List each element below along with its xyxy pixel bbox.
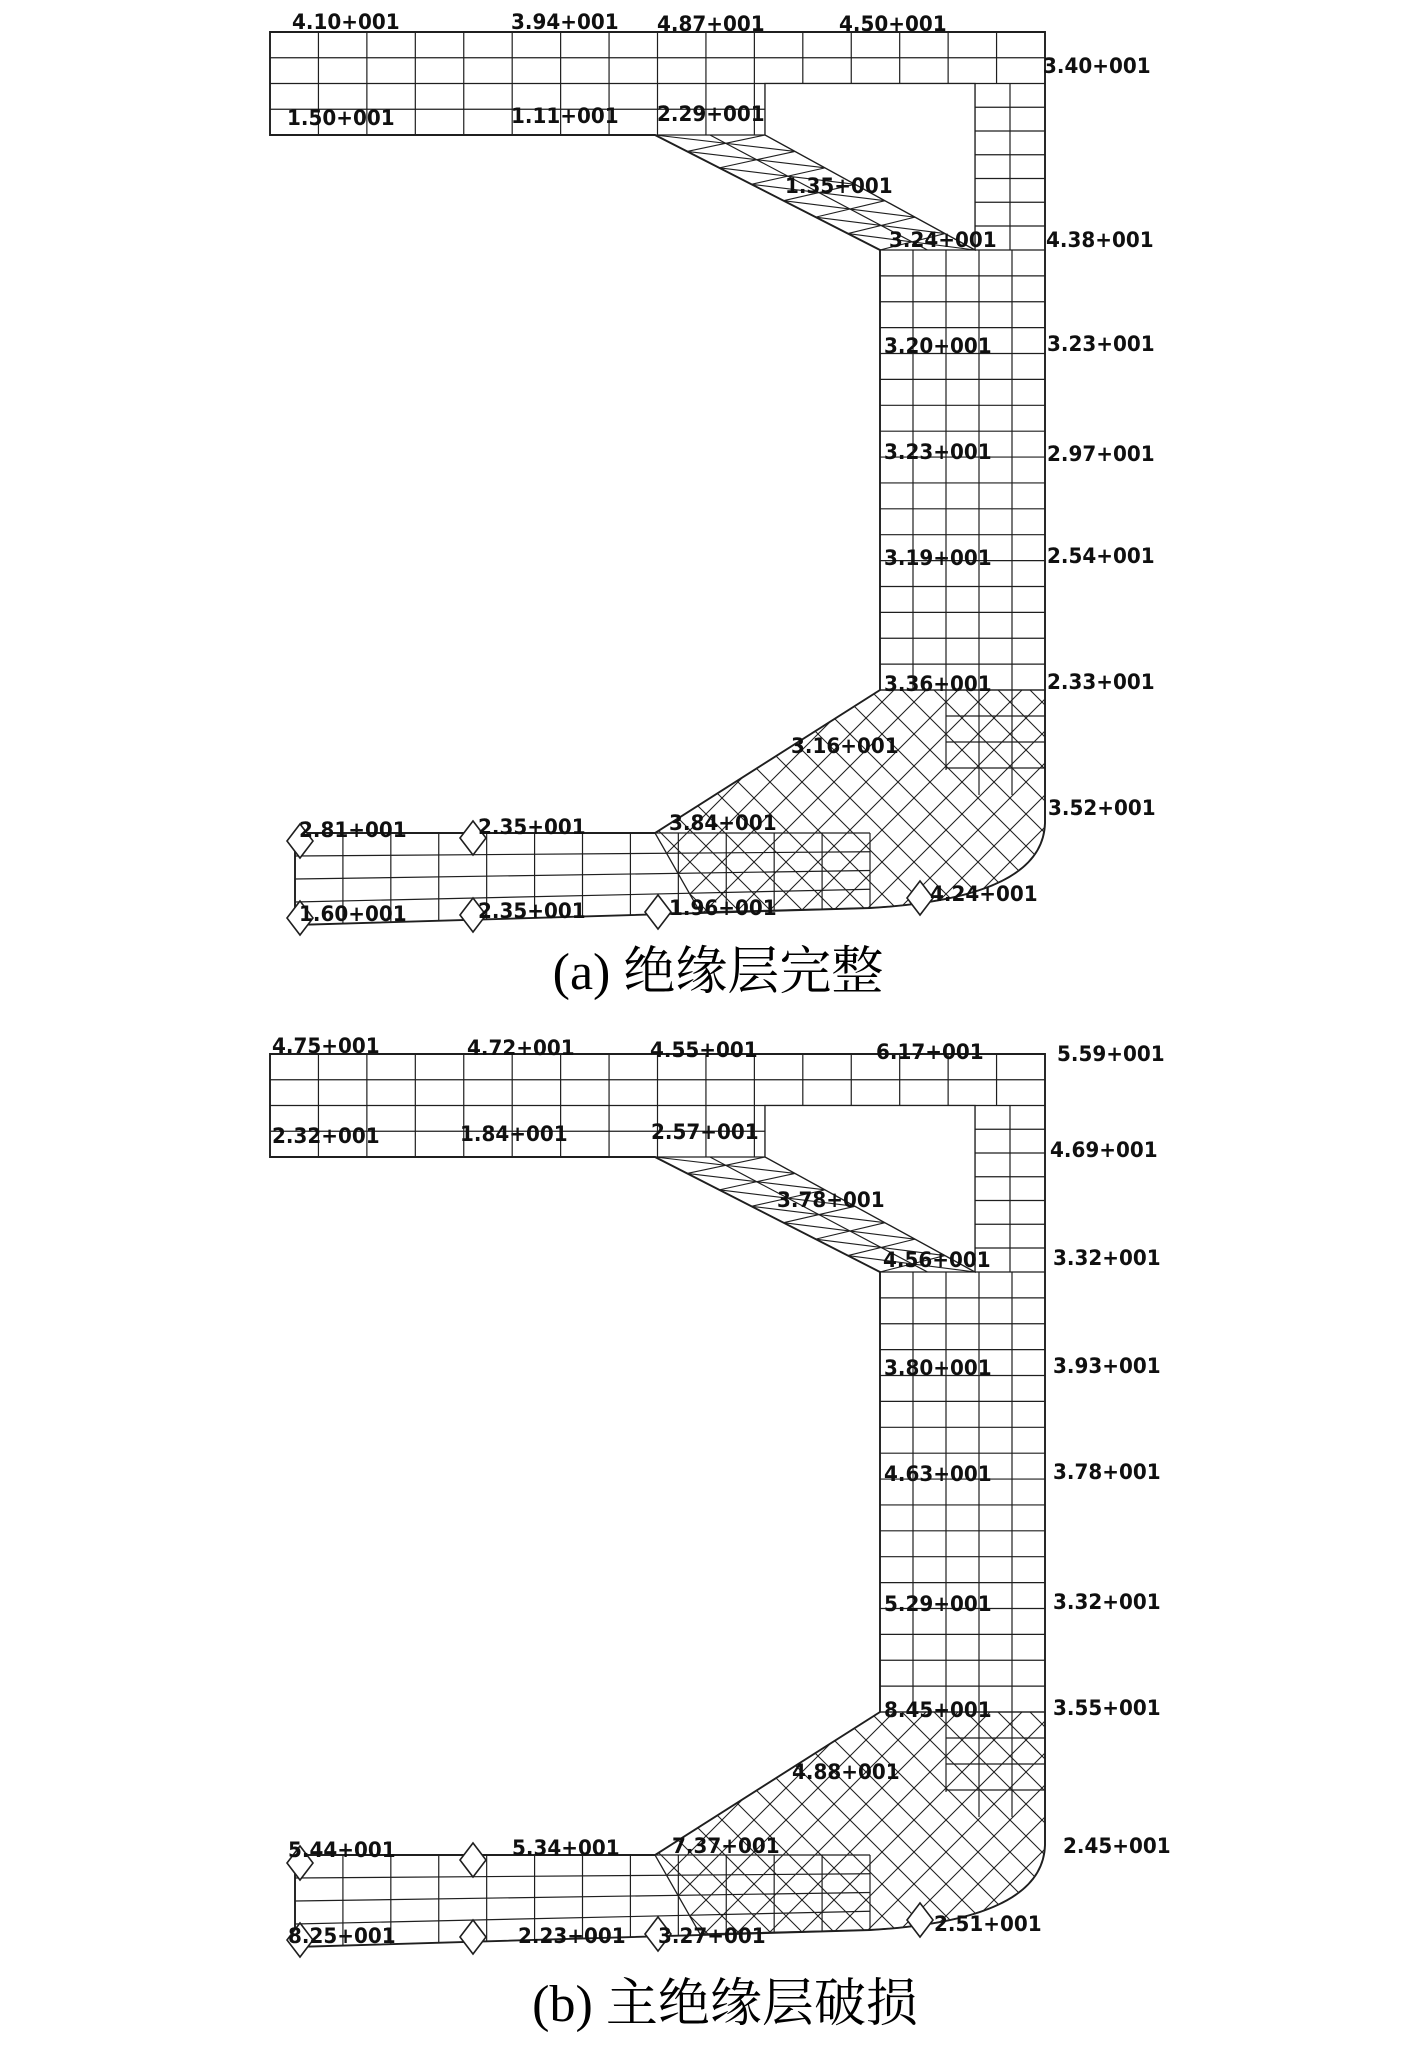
stress-label: 3.80+001	[884, 1356, 992, 1380]
stress-label: 3.84+001	[669, 811, 777, 835]
stress-label: 3.24+001	[889, 228, 997, 252]
stress-label: 4.38+001	[1046, 228, 1154, 252]
stress-label: 3.32+001	[1053, 1590, 1161, 1614]
stress-label: 8.25+001	[288, 1924, 396, 1948]
stress-label: 3.36+001	[884, 672, 992, 696]
stress-label: 2.97+001	[1047, 442, 1155, 466]
stress-label: 2.51+001	[934, 1912, 1042, 1936]
stress-label: 4.56+001	[883, 1248, 991, 1272]
stress-label: 3.52+001	[1048, 796, 1156, 820]
stress-label: 3.27+001	[658, 1924, 766, 1948]
stress-label: 1.50+001	[287, 106, 395, 130]
caption-b: (b) 主绝缘层破损	[532, 1976, 918, 2033]
stress-label: 2.35+001	[478, 899, 586, 923]
stress-label: 3.78+001	[777, 1188, 885, 1212]
stress-label: 3.94+001	[511, 10, 619, 34]
stress-label: 6.17+001	[876, 1040, 984, 1064]
stress-label: 5.29+001	[884, 1592, 992, 1616]
stress-label: 1.60+001	[299, 902, 407, 926]
stress-label: 4.72+001	[467, 1036, 575, 1060]
stress-label: 4.69+001	[1050, 1138, 1158, 1162]
stress-label: 1.96+001	[669, 896, 777, 920]
stress-label: 1.11+001	[511, 104, 619, 128]
caption-a: (a) 绝缘层完整	[552, 944, 884, 1001]
stress-label: 8.45+001	[884, 1698, 992, 1722]
stress-label: 3.40+001	[1043, 54, 1151, 78]
stress-label: 4.55+001	[650, 1038, 758, 1062]
stress-label: 7.37+001	[672, 1834, 780, 1858]
stress-label: 4.63+001	[884, 1462, 992, 1486]
stress-label: 1.84+001	[460, 1122, 568, 1146]
stress-label: 1.35+001	[785, 174, 893, 198]
stress-label: 3.23+001	[884, 440, 992, 464]
stress-label: 2.57+001	[651, 1120, 759, 1144]
stress-label: 4.50+001	[839, 12, 947, 36]
stress-label: 5.44+001	[288, 1838, 396, 1862]
stress-label: 2.32+001	[272, 1124, 380, 1148]
stress-label: 3.78+001	[1053, 1460, 1161, 1484]
stress-label: 2.23+001	[518, 1924, 626, 1948]
stress-label: 3.16+001	[791, 734, 899, 758]
stress-label: 2.29+001	[657, 102, 765, 126]
stress-label: 2.81+001	[299, 818, 407, 842]
stress-label: 2.33+001	[1047, 670, 1155, 694]
stress-label: 3.93+001	[1053, 1354, 1161, 1378]
stress-label: 4.87+001	[657, 12, 765, 36]
stress-label: 3.23+001	[1047, 332, 1155, 356]
stress-label: 3.55+001	[1053, 1696, 1161, 1720]
stress-label: 3.20+001	[884, 334, 992, 358]
stress-label: 2.54+001	[1047, 544, 1155, 568]
stress-label: 4.75+001	[272, 1034, 380, 1058]
stress-label: 4.10+001	[292, 10, 400, 34]
stress-label: 5.34+001	[512, 1836, 620, 1860]
stress-label: 3.32+001	[1053, 1246, 1161, 1270]
stress-label: 2.45+001	[1063, 1834, 1171, 1858]
stress-label: 4.24+001	[930, 882, 1038, 906]
stress-label: 4.88+001	[792, 1760, 900, 1784]
stress-label: 5.59+001	[1057, 1042, 1165, 1066]
stress-label: 3.19+001	[884, 546, 992, 570]
stress-label: 2.35+001	[478, 815, 586, 839]
